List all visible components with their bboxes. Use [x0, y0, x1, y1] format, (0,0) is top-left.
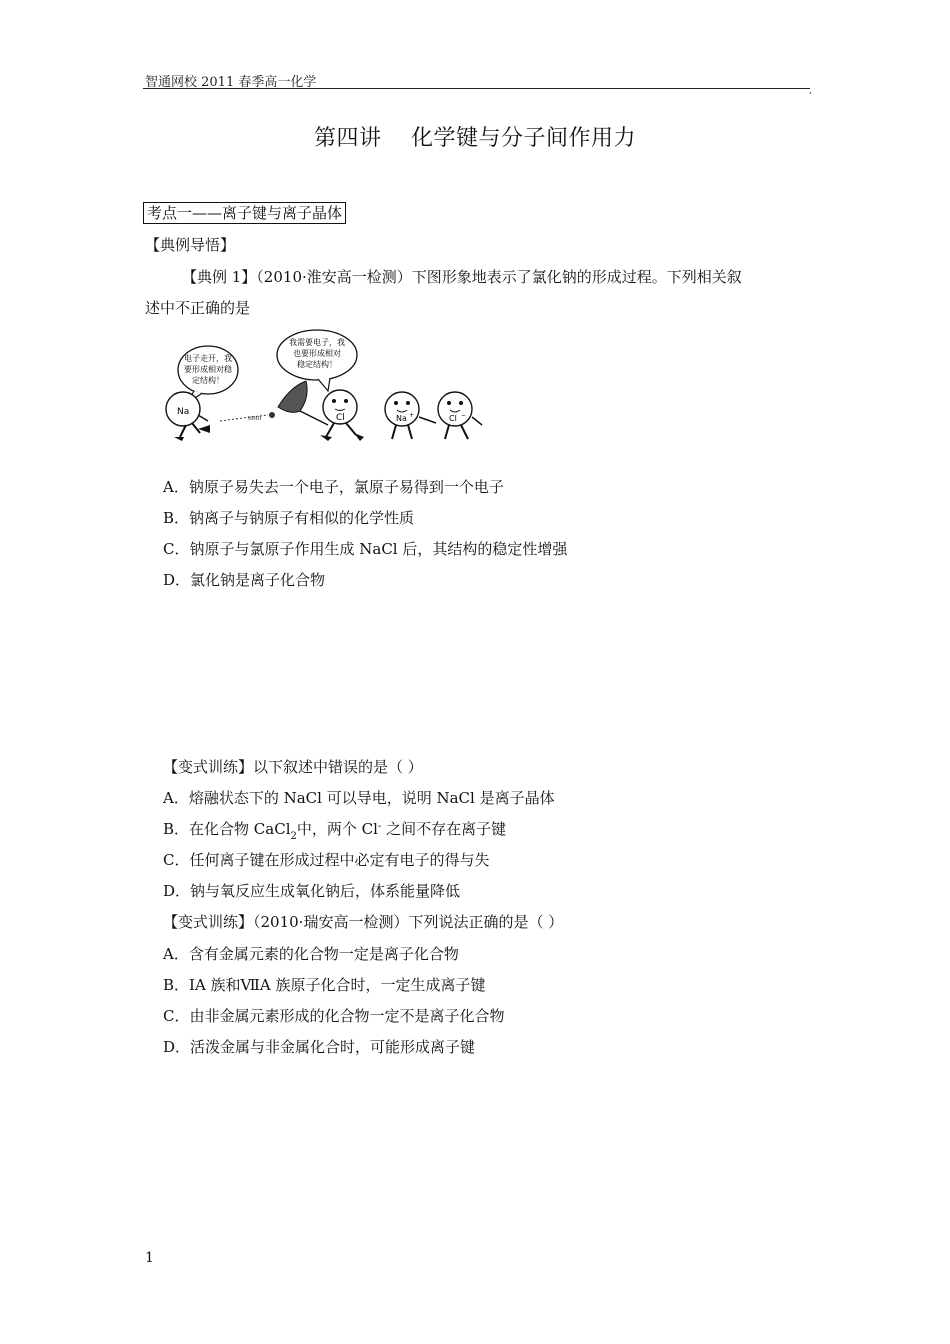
sodium-chloride-formation-illustration: [150, 325, 500, 455]
bubble1-line2: 要形成相对稳: [184, 365, 232, 374]
variant2-option-c: C．由非金属元素形成的化合物一定不是离子化合物: [163, 1007, 505, 1025]
running-header: 智通网校 2011 春季高一化学: [145, 75, 317, 90]
bubble2-line1: 我需要电子，我: [289, 338, 345, 347]
section-box-label: 考点一——离子键与离子晶体: [143, 202, 346, 224]
example-guide-heading: 【典例导悟】: [145, 236, 236, 254]
example1-option-b: B．钠离子与钠原子有相似的化学性质: [163, 509, 415, 527]
bubble1-line1: 电子走开，我: [184, 354, 232, 363]
variant2-option-d: D．活泼金属与非金属化合时，可能形成离子键: [163, 1038, 476, 1056]
na-ion-character: [385, 392, 436, 439]
speech-bubble-cl: [277, 330, 357, 391]
example1-option-d: D．氯化钠是离子化合物: [163, 571, 326, 589]
cl-atom-character: [320, 390, 364, 441]
header-rule: [143, 88, 810, 89]
subscript-2: 2: [290, 831, 297, 842]
catching-net: [278, 381, 328, 425]
example1-option-c: C．钠原子与氯原子作用生成 NaCl 后，其结构的稳定性增强: [163, 540, 568, 558]
bubble2-line2: 也要形成相对: [293, 349, 341, 358]
svg-text:ııııııı: ııııııı: [248, 414, 262, 422]
variant1-heading: 【变式训练】以下叙述中错误的是（ ）: [163, 758, 423, 776]
variant1-option-b: [163, 819, 506, 842]
svg-text:Na: Na: [396, 414, 407, 423]
header-tick-mark: ,: [809, 86, 812, 96]
bubble2-line3: 稳定结构！: [297, 360, 337, 369]
example1-stem-line1: 【典例 1】（2010·淮安高一检测）下图形象地表示了氯化钠的形成过程。下列相关叙: [182, 268, 742, 286]
electron-trail: [220, 412, 275, 422]
variant2-option-b: B．ⅠA 族和ⅦA 族原子化合时，一定生成离子键: [163, 976, 486, 994]
superscript-minus: -: [377, 821, 382, 832]
variant1-option-d: D．钠与氧反应生成氧化钠后，体系能量降低: [163, 882, 461, 900]
variant2-option-a: A．含有金属元素的化合物一定是离子化合物: [163, 945, 459, 963]
example1-option-a: A．钠原子易失去一个电子，氯原子易得到一个电子: [163, 478, 504, 496]
variant1-option-b-suffix: 之间不存在离子键: [381, 820, 507, 838]
lecture-title: 第四讲 化学键与分子间作用力: [314, 126, 636, 151]
svg-text:Cl: Cl: [336, 413, 345, 423]
na-atom-character: [166, 392, 210, 441]
variant1-option-b-middle: 中，两个 Cl: [296, 820, 378, 838]
variant1-option-a: A．熔融状态下的 NaCl 可以导电，说明 NaCl 是离子晶体: [163, 789, 555, 807]
example1-stem-line2: 述中不正确的是: [145, 299, 251, 317]
page-number: 1: [145, 1250, 154, 1266]
bubble1-line3: 定结构！: [192, 376, 224, 385]
svg-text:Cl: Cl: [449, 414, 457, 423]
svg-text:−: −: [461, 412, 467, 419]
cl-ion-character: [438, 392, 482, 439]
variant1-option-c: C．任何离子键在形成过程中必定有电子的得与失: [163, 851, 490, 869]
svg-text:+: +: [409, 412, 415, 419]
svg-text:Na: Na: [177, 407, 190, 417]
variant1-option-b-prefix: B．在化合物 CaCl: [163, 820, 291, 838]
variant2-heading: 【变式训练】（2010·瑞安高一检测）下列说法正确的是（ ）: [163, 913, 564, 931]
